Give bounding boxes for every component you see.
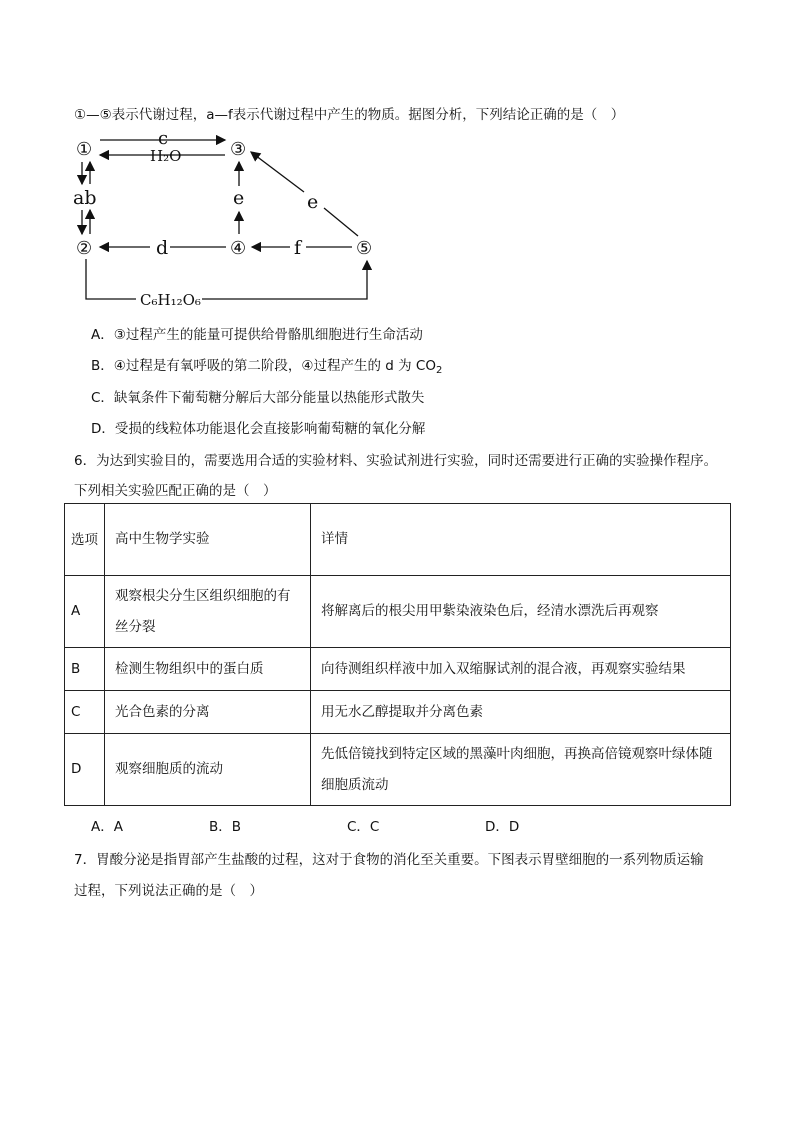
arrow-e-diag-2 — [251, 152, 304, 192]
cell-detail: 用无水乙醇提取并分离色素 — [311, 691, 731, 734]
node-3: ③ — [230, 139, 247, 160]
q7-stem-line2: 过程，下列说法正确的是（ ） — [74, 883, 263, 899]
q6-stem-line2: 下列相关实验匹配正确的是（ ） — [74, 483, 277, 499]
cell-experiment: 观察细胞质的流动 — [105, 734, 311, 806]
node-2: ② — [76, 238, 93, 259]
q5-option-c: C．缺氧条件下葡萄糖分解后大部分能量以热能形式散失 — [91, 390, 425, 406]
table-row — [65, 576, 731, 648]
label-d: d — [156, 237, 169, 259]
label-f: f — [294, 237, 302, 259]
header-experiment: 高中生物学实验 — [105, 504, 311, 576]
node-4: ④ — [230, 238, 247, 259]
q6-answer-b: B．B — [209, 819, 242, 835]
label-h2o: H₂O — [150, 147, 182, 165]
arrow-glucose — [86, 259, 136, 299]
header-detail: 详情 — [311, 504, 731, 576]
table-row — [65, 648, 731, 691]
label-c: c — [158, 128, 169, 149]
table-header-row — [65, 504, 731, 576]
cell-experiment: 光合色素的分离 — [105, 691, 311, 734]
cell-experiment: 观察根尖分生区组织细胞的有丝分裂 — [105, 576, 311, 648]
q6-answer-c: C．C — [347, 819, 380, 835]
cell-detail: 先低倍镜找到特定区域的黑藻叶肉细胞，再换高倍镜观察叶绿体随细胞质流动 — [311, 734, 731, 806]
cell-detail: 将解离后的根尖用甲紫染液染色后，经清水漂洗后再观察 — [311, 576, 731, 648]
experiment-table — [64, 503, 731, 806]
q5-option-d: D．受损的线粒体功能退化会直接影响葡萄糖的氧化分解 — [91, 421, 426, 437]
cell-option: C — [65, 691, 105, 734]
q6-answer-a: A．A — [91, 819, 123, 835]
label-e-diag: e — [307, 191, 319, 213]
q6-answers — [91, 815, 519, 835]
table-row — [65, 691, 731, 734]
q5-option-b-text: B．④过程是有氧呼吸的第二阶段，④过程产生的 d 为 CO — [91, 358, 436, 374]
cell-option: B — [65, 648, 105, 691]
table-row — [65, 734, 731, 806]
cell-option: D — [65, 734, 105, 806]
q7-stem-line1: 7．胃酸分泌是指胃部产生盐酸的过程，这对于食物的消化至关重要。下图表示胃壁细胞的一系列物质运输 — [74, 852, 704, 868]
cell-experiment: 检测生物组织中的蛋白质 — [105, 648, 311, 691]
label-e-mid: e — [233, 187, 245, 209]
arrow-glucose-2 — [202, 261, 367, 299]
node-5: ⑤ — [356, 238, 373, 259]
q5-option-a: A．③过程产生的能量可提供给骨骼肌细胞进行生命活动 — [91, 327, 423, 343]
label-glucose: C₆H₁₂O₆ — [140, 291, 201, 309]
q6-stem-line1: 6．为达到实验目的，需要选用合适的实验材料、实验试剂进行实验，同时还需要进行正确的实验操作程序。 — [74, 453, 718, 469]
label-ab: ab — [73, 187, 97, 209]
metabolism-diagram — [70, 128, 390, 310]
q6-answer-d: D．D — [485, 819, 520, 835]
q5-option-b — [91, 354, 442, 376]
node-1: ① — [76, 139, 93, 160]
arrow-e-diag-1 — [324, 208, 358, 236]
cell-detail: 向待测组织样液中加入双缩脲试剂的混合液，再观察实验结果 — [311, 648, 731, 691]
q5-option-b-subscript: 2 — [435, 365, 443, 376]
header-option: 选项 — [65, 504, 105, 576]
cell-option: A — [65, 576, 105, 648]
q5-stem: ①—⑤表示代谢过程，a—f表示代谢过程中产生的物质。据图分析，下列结论正确的是（ ） — [74, 107, 625, 123]
